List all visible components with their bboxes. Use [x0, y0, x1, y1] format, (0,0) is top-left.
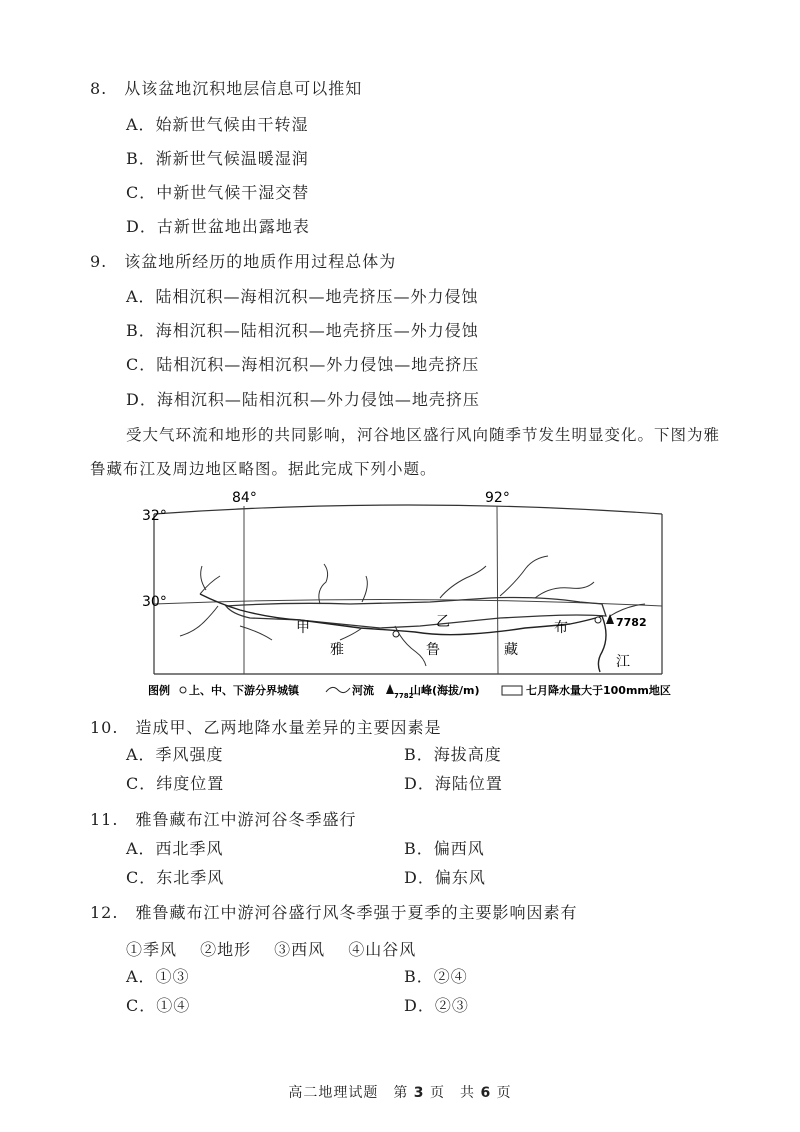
q8-option-c: C．中新世气候干湿交替	[126, 183, 310, 202]
rain-area-legend-icon	[502, 686, 522, 695]
q9-option-a: A．陆相沉积—海相沉积—地壳挤压—外力侵蚀	[126, 287, 479, 306]
footer-mid: 页 共	[430, 1085, 475, 1101]
q10-option-c: C．纬度位置	[126, 774, 225, 793]
footer-left: 高二地理试题 第	[288, 1085, 409, 1101]
q12-choices: ①季风 ②地形 ③西风 ④山谷风	[126, 940, 417, 959]
q11-option-c: C．东北季风	[126, 868, 225, 887]
footer-right: 页	[496, 1085, 512, 1101]
yarlung-tsangpo-map	[140, 486, 676, 704]
q10-option-d: D．海陆位置	[404, 774, 503, 793]
legend-town: 上、中、下游分界城镇	[189, 684, 299, 697]
legend-peak: 山峰(海拔/m)	[410, 684, 480, 697]
q8-option-b: B．渐新世气候温暖湿润	[126, 149, 309, 168]
place-label-yi: 乙	[436, 614, 450, 630]
lat-label-32: 32°	[142, 508, 167, 524]
place-label-zang: 藏	[504, 642, 518, 658]
place-label-jiang: 江	[616, 654, 630, 670]
intro-line-2: 鲁藏布江及周边地区略图。据此完成下列小题。	[90, 460, 437, 478]
lon-label-84: 84°	[232, 490, 257, 506]
q12-stem: 12. 雅鲁藏布江中游河谷盛行风冬季强于夏季的主要影响因素有	[90, 903, 578, 922]
q12-option-c: C．①④	[126, 996, 191, 1015]
q11-option-a: A．西北季风	[126, 839, 224, 858]
q9-option-b: B．海相沉积—陆相沉积—地壳挤压—外力侵蚀	[126, 321, 479, 340]
place-label-lu: 鲁	[426, 642, 440, 658]
peak-legend-icon	[386, 684, 394, 694]
q9-option-d: D．海相沉积—陆相沉积—外力侵蚀—地壳挤压	[126, 390, 480, 409]
q11-option-b: B．偏西风	[404, 839, 485, 858]
river-legend-icon	[326, 687, 350, 692]
footer-page-number: 3	[413, 1085, 425, 1101]
q10-stem: 10. 造成甲、乙两地降水量差异的主要因素是	[90, 718, 442, 737]
page-footer	[0, 1082, 800, 1102]
place-label-bu: 布	[554, 620, 568, 636]
lat-label-30: 30°	[142, 594, 167, 610]
q10-option-a: A．季风强度	[126, 745, 224, 764]
place-label-jia: 甲	[296, 620, 310, 636]
q12-option-b: B．②④	[404, 967, 468, 986]
legend-peak-sub: 7782	[394, 692, 414, 700]
q9-stem: 9. 该盆地所经历的地质作用过程总体为	[90, 252, 397, 271]
q8-stem: 8. 从该盆地沉积地层信息可以推知	[90, 79, 363, 98]
q10-option-b: B．海拔高度	[404, 745, 502, 764]
legend-title: 图例	[148, 684, 170, 697]
peak-elevation-label: 7782	[616, 616, 647, 629]
lon-label-92: 92°	[485, 490, 510, 506]
footer-total-pages: 6	[480, 1085, 492, 1101]
legend-rain: 七月降水量大于100mm地区	[526, 684, 671, 697]
q8-option-d: D．古新世盆地出露地表	[126, 217, 310, 236]
town-legend-icon	[180, 687, 186, 693]
q8-option-a: A．始新世气候由干转湿	[126, 115, 309, 134]
q9-option-c: C．陆相沉积—海相沉积—外力侵蚀—地壳挤压	[126, 355, 480, 374]
place-label-ya: 雅	[330, 642, 344, 658]
q12-option-a: A．①③	[126, 967, 190, 986]
q11-option-d: D．偏东风	[404, 868, 486, 887]
q12-option-d: D．②③	[404, 996, 469, 1015]
q11-stem: 11. 雅鲁藏布江中游河谷冬季盛行	[90, 810, 357, 829]
intro-line-1: 受大气环流和地形的共同影响，河谷地区盛行风向随季节发生明显变化。下图为雅	[126, 426, 721, 444]
legend-river: 河流	[352, 684, 374, 697]
